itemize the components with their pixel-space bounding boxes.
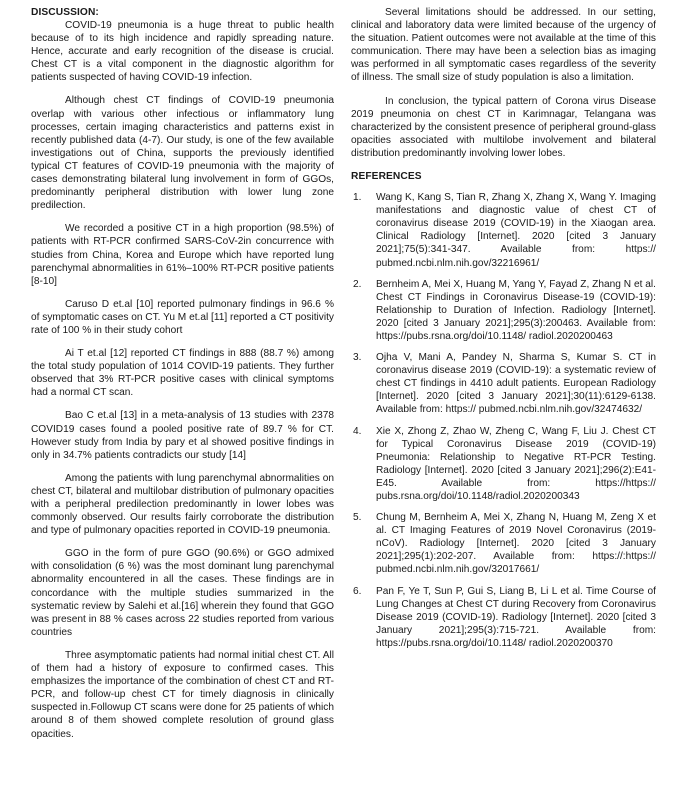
reference-text: Xie X, Zhong Z, Zhao W, Zheng C, Wang F, Liu J. Chest CT for Typical Coronavirus Disease 2019 (COVID-19) Pneumonia: Relationship to Negative RT-PCR Testing. Radiology [Internet]. 2020 [cited 3 January 2021];296(2):E41-E45. Available from: https://https:// pubs.rsna.org/doi/10.1148/radiol.2020200343	[376, 425, 656, 502]
discussion-paragraph-7: Among the patients with lung parenchymal abnormalities on chest CT, bilateral and multilobar distribution of pulmonary opacities with a peripheral predilection predominantly in lower lobes was commonly observed. Our results fairly corroborate the distribution and type of pulmonary opacities reported in COVID-19 pneumonia.	[31, 472, 334, 537]
conclusion-paragraph: In conclusion, the typical pattern of Corona virus Disease 2019 pneumonia on chest CT in Karimnagar, Telangana was characterized by the consistent presence of peripheral ground-glass opacities associated with multilobe involvement and bilateral distribution predominantly involving lower lobes.	[351, 95, 656, 159]
discussion-heading: DISCUSSION:	[31, 7, 99, 18]
reference-number: 3.	[353, 352, 362, 364]
reference-item	[351, 278, 656, 343]
discussion-paragraph-8: GGO in the form of pure GGO (90.6%) or GGO admixed with consolidation (6 %) was the most dominant lung parenchymal abnormality encountered in all the cases. These findings are in concordance with the multiple studies summarized in the systematic review by Salehi et al.[16] wherein they found that GGO was present in 88 % cases across 22 studies reported from various countries	[31, 548, 334, 638]
discussion-paragraph-1: COVID-19 pneumonia is a huge threat to public health because of to its high incidence and rapidly spreading nature. Hence, accurate and early recognition of the disease is crucial. Chest CT is a vital component in the diagnostic algorithm for patients suspected of having COVID-19 infection.	[31, 20, 334, 84]
reference-text: Bernheim A, Mei X, Huang M, Yang Y, Fayad Z, Zhang N et al. Chest CT Findings in Coronavirus Disease-19 (COVID-19): Relationship to Duration of Infection. Radiology [Internet]. 2020 [cited 3 January 2021];295(3):200463. Available from: https://pubs.rsna.org/doi/10.1148/ radiol.2020200463	[376, 278, 656, 342]
reference-text: Chung M, Bernheim A, Mei X, Zhang N, Huang M, Zeng X et al. CT Imaging Features of 2019 Novel Coronavirus (2019-nCoV). Radiology [Internet]. 2020 [cited 3 January 2021];295(1):202-207. Available from: https://:https:// pubmed.ncbi.nlm.nih.gov/32017661/	[376, 512, 656, 576]
reference-number: 5.	[353, 512, 362, 524]
discussion-paragraph-6: Bao C et.al [13] in a meta-analysis of 13 studies with 2378 COVID19 cases found a pooled positive rate of 89.7 % for CT. However study from India by pary et al showed positive findings in only in 34.7% patients contradicts our study [14]	[31, 410, 334, 461]
discussion-paragraph-2: Although chest CT findings of COVID-19 pneumonia overlap with various other infectious or inflammatory lung processes, certain imaging characteristics and patterns exist in recently published data (4-7). Our study, is one of the few available investigations out of China, supports the previously identified typical CT features of COVID-19 pneumonia with the majority of cases demonstrating bilateral lung involvement in form of GGOs, predominantly peripheral distribution with lower lung zone predilection.	[31, 95, 334, 212]
references-list	[351, 191, 656, 650]
reference-number: 4.	[353, 425, 362, 437]
reference-item	[351, 425, 656, 504]
limitations-paragraph: Several limitations should be addressed. In our setting, clinical and laboratory data were limited because of the urgency of the situation. Patient outcomes were not available at the time of this communication. There may have been a selection bias as imaging was performed in all symptomatic cases regardless of the severity of illness. The small size of study population is also a limitation.	[351, 7, 656, 84]
right-column	[351, 6, 656, 658]
left-column	[31, 6, 334, 741]
reference-item	[351, 585, 656, 650]
reference-text: Ojha V, Mani A, Pandey N, Sharma S, Kumar S. CT in coronavirus disease 2019 (COVID-19): a systematic review of chest CT findings in 4410 adult patients. European Radiology [Internet]. 2020 [cited 3 January 2021];30(11):6129-6138. Available from: https:// pubmed.ncbi.nlm.nih.gov/32474632/	[376, 352, 656, 416]
discussion-paragraph-5: Ai T et.al [12] reported CT findings in 888 (88.7 %) among the total study population of 1014 COVID-19 patients. They further observed that 3% RT-PCR positive cases with clinical symptoms had a normal CT scan.	[31, 348, 334, 399]
discussion-paragraph-9: Three asymptomatic patients had normal initial chest CT. All of them had a history of exposure to confirmed cases. This emphasizes the importance of the combination of chest CT and RT-PCR, and follow-up chest CT for timely diagnosis in clinically suspected in.Followup CT scans were done for 25 patients of which around 8 of them showed complete resolution of ground glass opacities.	[31, 649, 334, 740]
reference-item	[351, 511, 656, 576]
reference-item	[351, 191, 656, 270]
reference-text: Pan F, Ye T, Sun P, Gui S, Liang B, Li L et al. Time Course of Lung Changes at Chest CT during Recovery from Coronavirus Disease 2019 (COVID-19). Radiology [Internet]. 2020 [cited 3 January 2021];295(3):715-721. Available from: https://pubs.rsna.org/doi/10.1148/ radiol.2020200370	[376, 585, 656, 649]
reference-text: Wang K, Kang S, Tian R, Zhang X, Zhang X, Wang Y. Imaging manifestations and diagnostic value of chest CT of coronavirus disease 2019 (COVID-19) in the Xiaogan area. Clinical Radiology [Internet]. 2020 [cited 3 January 2021];75(5):341-347. Available from: https:// pubmed.ncbi.nlm.nih.gov/32216961/	[376, 192, 656, 269]
reference-number: 6.	[353, 585, 362, 597]
references-heading: REFERENCES	[351, 171, 422, 183]
reference-number: 2.	[353, 278, 362, 290]
discussion-paragraph-4: Caruso D et.al [10] reported pulmonary findings in 96.6 % of symptomatic cases on CT. Yu M et.al [11] reported a CT positivity rate of 100 % in their study cohort	[31, 298, 334, 336]
discussion-paragraph-3: We recorded a positive CT in a high proportion (98.5%) of patients with RT-PCR confirmed SARS-CoV-2in concurrence with studies from China, Korea and Europe which have reported lung parenchymal abnormalities in 61%–100% RT-PCR positive patients [8-10]	[31, 223, 334, 287]
reference-item	[351, 351, 656, 416]
reference-number: 1.	[353, 192, 362, 204]
